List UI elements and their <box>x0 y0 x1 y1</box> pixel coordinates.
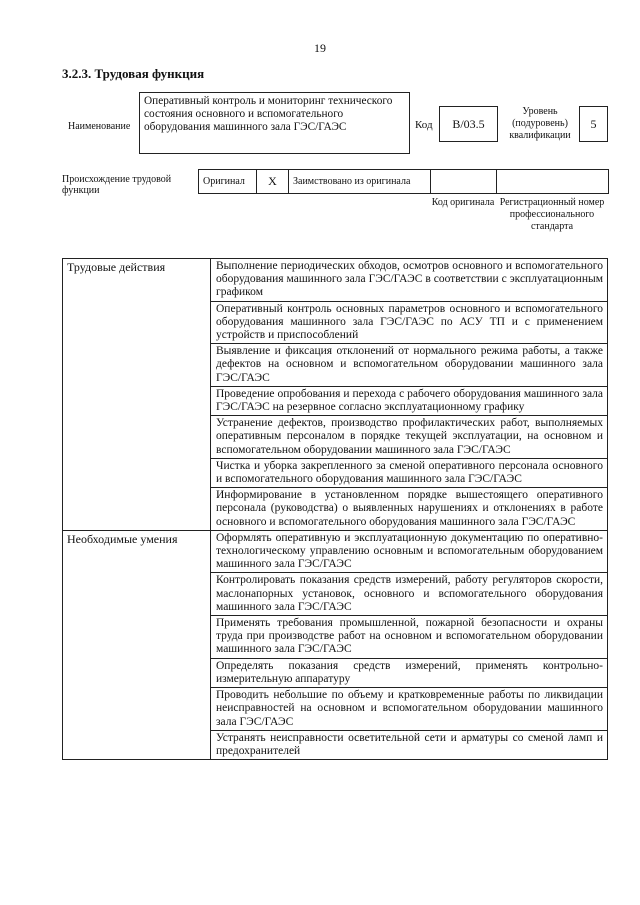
labor-action-item: Проведение опробования и перехода с рабочего оборудования машинного зала ГЭС/ГАЭС на резервное согласно эксплуатационному графику <box>211 386 608 415</box>
original-label: Оригинал <box>199 170 257 194</box>
code-label: Код <box>415 119 433 131</box>
labor-action-item: Оперативный контроль основных параметров основного и вспомогательного оборудования машинного зала ГЭС/ГАЭС по АСУ ТП и с применением устройств и приспособлений <box>211 301 608 344</box>
skill-item: Проводить небольшие по объему и кратковременные работы по ликвидации неисправностей на основном и вспомогательном оборудовании машинного зала ГЭС/ГАЭС <box>211 688 608 731</box>
name-label: Наименование <box>68 121 131 132</box>
skill-item: Определять показания средств измерений, применять контрольно-измерительную аппаратуру <box>211 658 608 687</box>
table-row <box>63 530 608 573</box>
skill-item: Оформлять оперативную и эксплуатационную документацию по оперативно-технологическому управлению основным и вспомогательным оборудованием машинного зала ГЭС/ГАЭС <box>211 530 608 573</box>
skill-item: Устранять неисправности осветительной сети и арматуры со сменой ламп и предохранителей <box>211 730 608 759</box>
qualification-level-value: 5 <box>579 106 608 142</box>
origin-label: Происхождение трудовой функции <box>62 174 172 196</box>
borrowed-label: Заимствовано из оригинала <box>289 170 431 194</box>
labor-action-item: Выполнение периодических обходов, осмотров основного и вспомогательного оборудования машинного зала ГЭС/ГАЭС в соответствии с эксплуатационным графиком <box>211 259 608 302</box>
section-title: 3.2.3. Трудовая функция <box>62 66 205 81</box>
reg-number-cell <box>497 170 609 194</box>
page-number: 19 <box>314 41 326 55</box>
skill-item: Контролировать показания средств измерений, работу регуляторов скорости, маслонапорных установок, основного и вспомогательного оборудования машинного зала ГЭС/ГАЭС <box>211 573 608 616</box>
qualification-level-label: Уровень (подуровень) квалификации <box>509 106 571 141</box>
labor-action-item: Устранение дефектов, производство профилактических работ, выполняемых оперативным персоналом в порядке текущей эксплуатации, на основном и вспомогательном оборудовании машинного зала ГЭС/ГАЭС <box>211 416 608 459</box>
reg-number-caption: Регистрационный номер профессионального стандарта <box>499 197 605 232</box>
labor-action-item: Выявление и фиксация отклонений от нормального режима работы, а также дефектов на основном и вспомогательном оборудовании машинного зала ГЭС/ГАЭС <box>211 344 608 387</box>
labor-action-item: Чистка и уборка закрепленного за сменой оперативного персонала основного и вспомогательного оборудования машинного зала ГЭС/ГАЭС <box>211 458 608 487</box>
origin-table <box>198 169 609 194</box>
function-details-table <box>62 258 608 760</box>
code-original-caption: Код оригинала <box>431 197 495 208</box>
table-row <box>63 259 608 302</box>
original-mark: X <box>257 170 289 194</box>
code-original-cell <box>431 170 497 194</box>
skill-item: Применять требования промышленной, пожарной безопасности и охраны труда при производстве работ на основном и вспомогательном оборудовании машинного зала ГЭС/ГАЭС <box>211 616 608 659</box>
required-skills-title: Необходимые умения <box>63 530 211 759</box>
labor-action-item: Информирование в установленном порядке вышестоящего оперативного персонала (руководства) о выявленных нарушениях и отклонениях в работе основного и вспомогательного оборудования машинного зала ГЭС/ГАЭС <box>211 488 608 531</box>
function-name-box: Оперативный контроль и мониторинг технического состояния основного и вспомогательного оборудования машинного зала ГЭС/ГАЭС <box>139 92 410 154</box>
code-value: B/03.5 <box>439 106 498 142</box>
labor-actions-title: Трудовые действия <box>63 259 211 531</box>
